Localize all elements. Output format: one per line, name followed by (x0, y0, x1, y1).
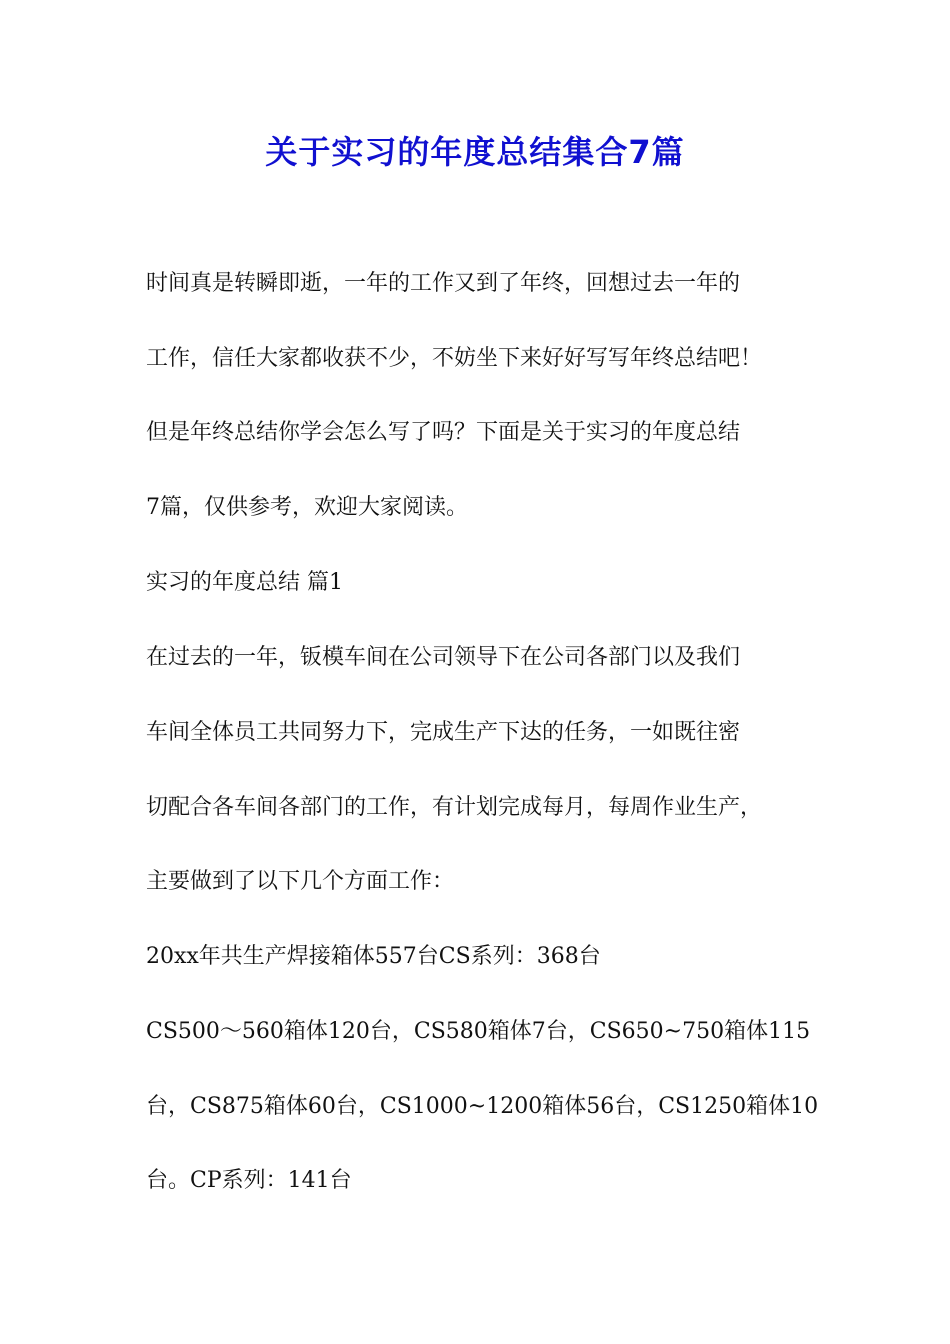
paragraph-line-1: 时间真是转瞬即逝，一年的工作又到了年终，回想过去一年的 (146, 271, 741, 296)
section-heading-1: 实习的年度总结 篇1 (146, 570, 343, 595)
paragraph-line-10: CS500～560箱体120台，CS580箱体7台，CS650~750箱体115 (146, 1019, 811, 1044)
paragraph-line-5: 在过去的一年，钣模车间在公司领导下在公司各部门以及我们 (146, 645, 741, 670)
paragraph-line-3: 但是年终总结你学会怎么写了吗？下面是关于实习的年度总结 (146, 420, 741, 445)
paragraph-line-4: 7篇，仅供参考，欢迎大家阅读。 (146, 495, 468, 520)
paragraph-line-12: 台。CP系列：141台 (146, 1168, 352, 1193)
paragraph-line-7: 切配合各车间各部门的工作，有计划完成每月，每周作业生产， (146, 795, 763, 820)
document-title: 关于实习的年度总结集合7篇 (265, 133, 685, 171)
paragraph-line-2: 工作，信任大家都收获不少，不妨坐下来好好写写年终总结吧！ (146, 346, 763, 371)
paragraph-line-6: 车间全体员工共同努力下，完成生产下达的任务，一如既往密 (146, 720, 741, 745)
paragraph-line-8: 主要做到了以下几个方面工作： (146, 869, 455, 894)
paragraph-line-9: 20xx年共生产焊接箱体557台CS系列：368台 (146, 944, 601, 969)
paragraph-line-11: 台，CS875箱体60台，CS1000~1200箱体56台，CS1250箱体10 (146, 1094, 819, 1119)
